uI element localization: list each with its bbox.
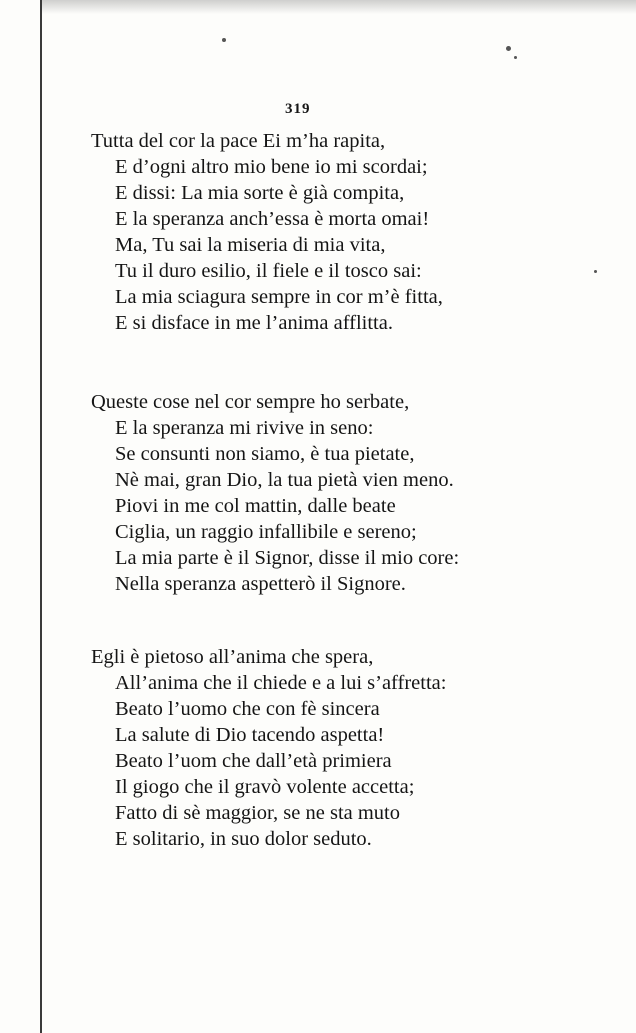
scan-shadow	[42, 0, 636, 14]
verse-line: Piovi in me col mattin, dalle beate	[115, 495, 396, 517]
verse-line: Fatto di sè maggior, se ne sta muto	[115, 802, 400, 824]
verse-line: Tutta del cor la pace Ei m’ha rapita,	[91, 130, 386, 152]
verse-line: Beato l’uomo che con fè sincera	[115, 698, 380, 720]
scan-speck	[594, 270, 597, 273]
scan-speck	[514, 56, 517, 59]
page-number: 319	[285, 101, 311, 117]
verse-line: Se consunti non siamo, è tua pietate,	[115, 443, 415, 465]
verse-line: Queste cose nel cor sempre ho serbate,	[91, 391, 410, 413]
scan-speck	[222, 38, 226, 42]
verse-line: Beato l’uom che dall’età primiera	[115, 750, 392, 772]
verse-line: La mia sciagura sempre in cor m’è fitta,	[115, 286, 443, 308]
verse-line: Tu il duro esilio, il fiele e il tosco sai:	[115, 260, 422, 282]
verse-line: E la speranza mi rivive in seno:	[115, 417, 374, 439]
verse-line: La salute di Dio tacendo aspetta!	[115, 724, 385, 746]
verse-line: E la speranza anch’essa è morta omai!	[115, 208, 430, 230]
verse-line: Ciglia, un raggio infallibile e sereno;	[115, 521, 417, 543]
verse-line: Nè mai, gran Dio, la tua pietà vien meno.	[115, 469, 454, 491]
verse-line: Il giogo che il gravò volente accetta;	[115, 776, 415, 798]
verse-line: E dissi: La mia sorte è già compita,	[115, 182, 405, 204]
verse-line: E d’ogni altro mio bene io mi scordai;	[115, 156, 428, 178]
verse-line: All’anima che il chiede e a lui s’affretta:	[115, 672, 447, 694]
scan-speck	[506, 46, 511, 51]
verse-line: La mia parte è il Signor, disse il mio core:	[115, 547, 460, 569]
page-binding-edge	[40, 0, 42, 1033]
verse-line: E solitario, in suo dolor seduto.	[115, 828, 372, 850]
verse-line: Egli è pietoso all’anima che spera,	[91, 646, 374, 668]
verse-line: E si disface in me l’anima afflitta.	[115, 312, 393, 334]
verse-line: Nella speranza aspetterò il Signore.	[115, 573, 406, 595]
verse-line: Ma, Tu sai la miseria di mia vita,	[115, 234, 386, 256]
